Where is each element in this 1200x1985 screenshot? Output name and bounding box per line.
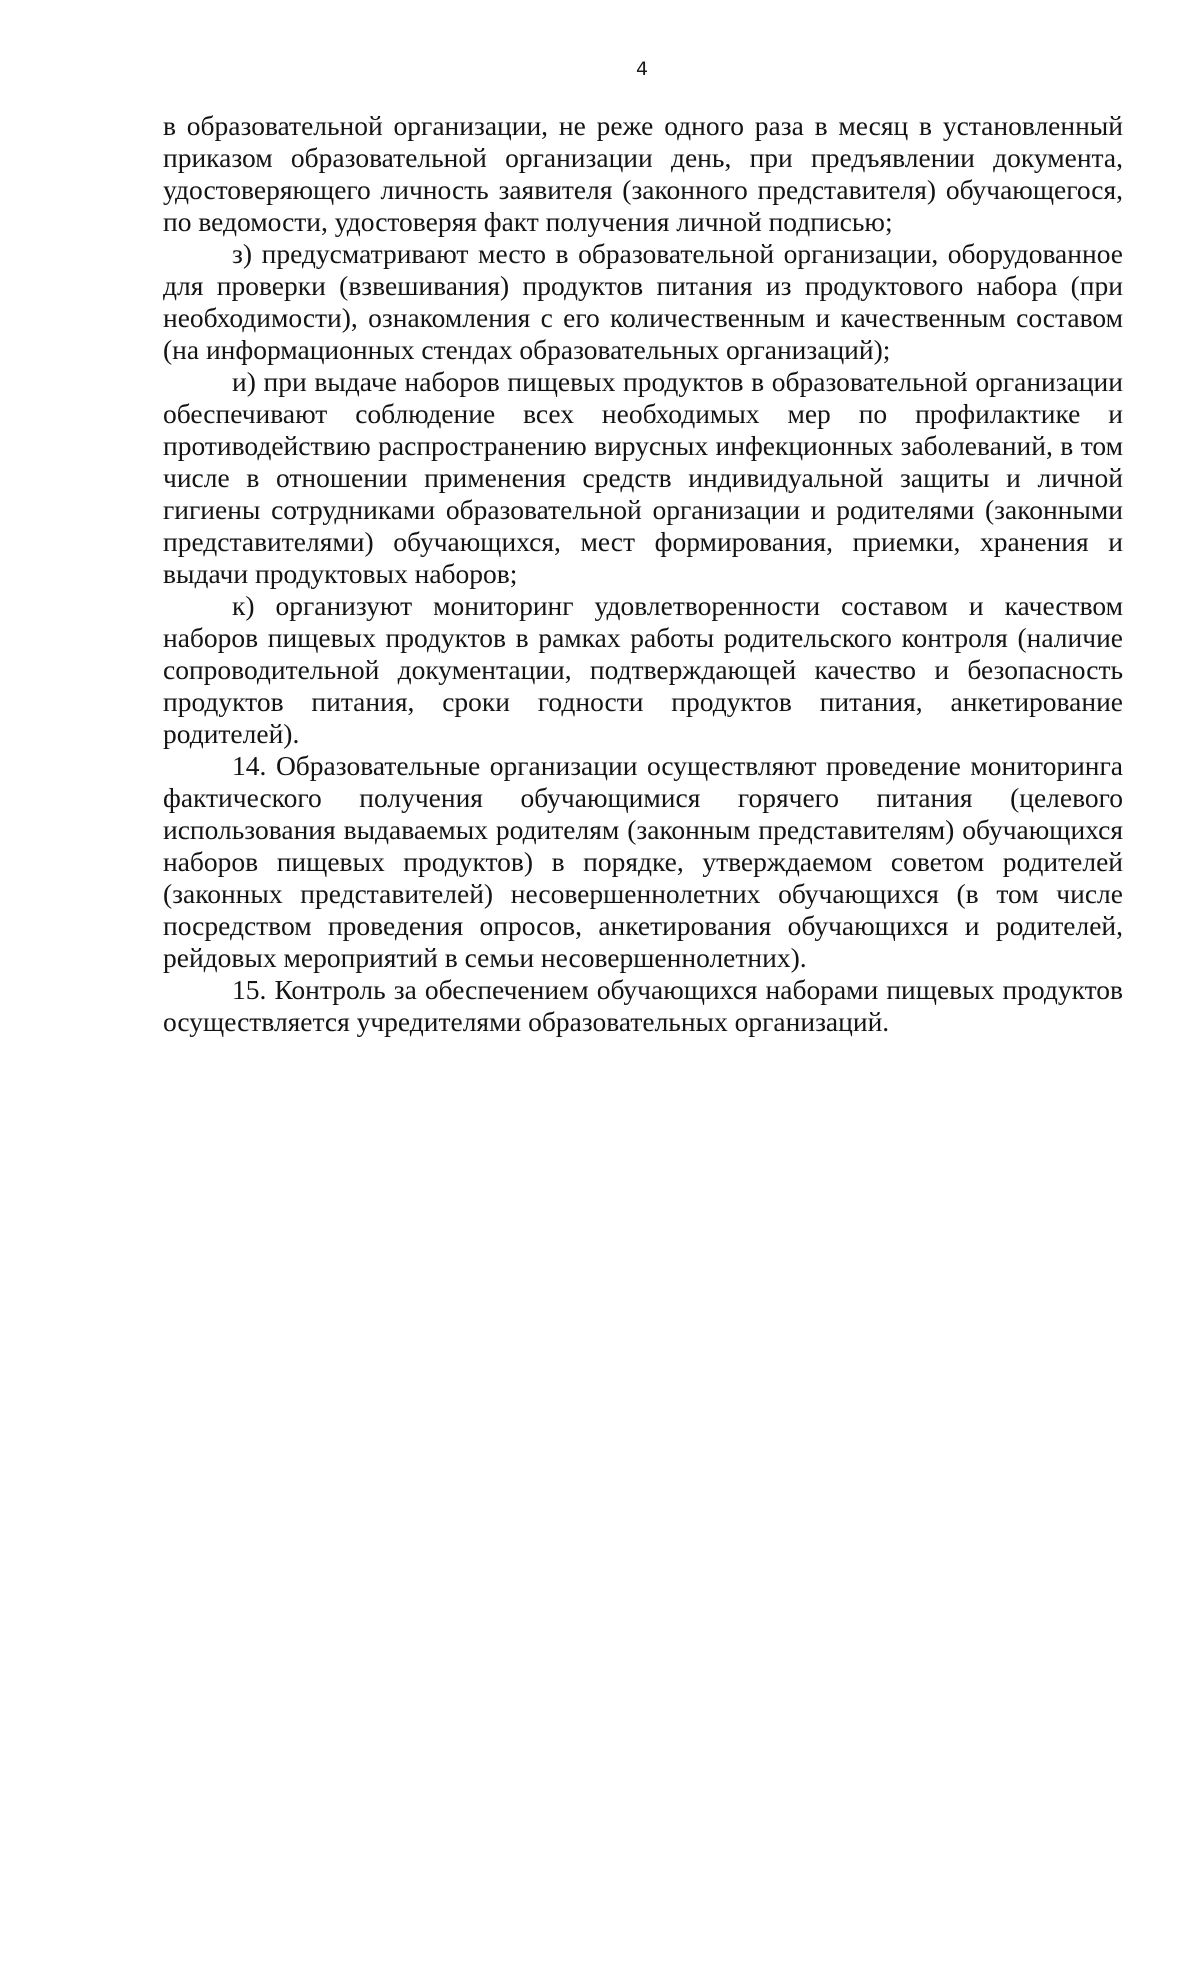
paragraph-item-z: з) предусматривают место в образовательной организации, оборудованное для проверки (взвешивания) продуктов питания из продуктового набора (при необходимости), ознакомления с его количественным и качественным составом (на информационных стендах образовательных организаций); xyxy=(163,238,1123,365)
paragraph-continuation: в образовательной организации, не реже одного раза в месяц в установленный приказом образовательной организации день, при предъявлении документа, удостоверяющего личность заявителя (законного представителя) обучающегося, по ведомости, удостоверяя факт получения личной подписью; xyxy=(163,110,1123,237)
document-body xyxy=(163,110,1123,1038)
page-number: 4 xyxy=(635,58,649,80)
paragraph-clause-14: 14. Образовательные организации осуществляют проведение мониторинга фактического получения обучающимися горячего питания (целевого использования выдаваемых родителям (законным представителям) обучающихся наборов пищевых продуктов) в порядке, утверждаемом советом родителей (законных представителей) несовершеннолетних обучающихся (в том числе посредством проведения опросов, анкетирования обучающихся и родителей, рейдовых мероприятий в семьи несовершеннолетних). xyxy=(163,750,1123,973)
paragraph-item-k: к) организуют мониторинг удовлетворенности составом и качеством наборов пищевых продуктов в рамках работы родительского контроля (наличие сопроводительной документации, подтверждающей качество и безопасность продуктов питания, сроки годности продуктов питания, анкетирование родителей). xyxy=(163,590,1123,749)
paragraph-item-i: и) при выдаче наборов пищевых продуктов в образовательной организации обеспечивают соблюдение всех необходимых мер по профилактике и противодействию распространению вирусных инфекционных заболеваний, в том числе в отношении применения средств индивидуальной защиты и личной гигиены сотрудниками образовательной организации и родителями (законными представителями) обучающихся, мест формирования, приемки, хранения и выдачи продуктовых наборов; xyxy=(163,366,1123,589)
paragraph-clause-15: 15. Контроль за обеспечением обучающихся наборами пищевых продуктов осуществляется учредителями образовательных организаций. xyxy=(163,974,1123,1037)
